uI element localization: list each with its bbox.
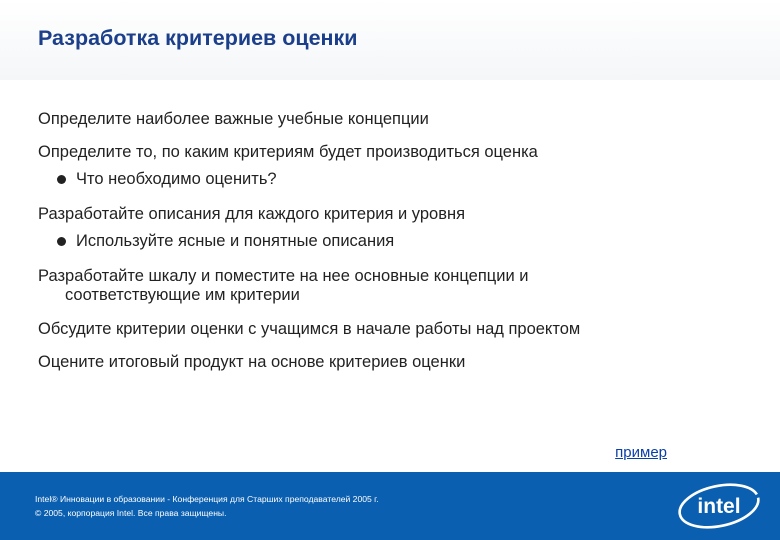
logo-text: intel — [697, 495, 741, 518]
list-item — [38, 110, 738, 129]
slide-title: Разработка критериев оценки — [38, 26, 358, 50]
sub-list-item — [76, 170, 277, 189]
list-item-text: Определите то, по каким критериям будет производиться оценка — [38, 143, 538, 161]
list-item — [38, 267, 738, 305]
list-item-text: Обсудите критерии оценки с учащимся в начале работы над проектом — [38, 320, 581, 338]
sub-list-item-text: Что необходимо оценить? — [76, 170, 277, 188]
sub-list-item-text: Используйте ясные и понятные описания — [76, 232, 395, 250]
intel-logo-icon — [676, 481, 762, 531]
list-item-text: Оцените итоговый продукт на основе критериев оценки — [38, 353, 466, 371]
bullet-icon — [57, 237, 66, 246]
list-item — [38, 143, 738, 162]
list-item-text: Разработайте описания для каждого критерия и уровня — [38, 205, 466, 223]
footer-line-1: Intel® Инновации в образовании - Конференция для Старших преподавателей 2005 г. — [35, 494, 379, 504]
list-item — [38, 205, 738, 224]
sub-list-item — [76, 232, 394, 251]
list-item — [38, 320, 738, 339]
list-item — [38, 353, 738, 372]
list-item-text: Разработайте шкалу и поместите на нее основные концепции и — [38, 267, 529, 285]
footer-bar — [0, 472, 780, 540]
list-item-text-continued: соответствующие им критерии — [65, 286, 300, 304]
list-item-text: Определите наиболее важные учебные концепции — [38, 110, 429, 128]
footer-text — [35, 492, 379, 520]
example-link[interactable]: пример — [615, 444, 667, 461]
bullet-icon — [57, 175, 66, 184]
footer-line-2: © 2005, корпорация Intel. Все права защищены. — [35, 508, 227, 518]
